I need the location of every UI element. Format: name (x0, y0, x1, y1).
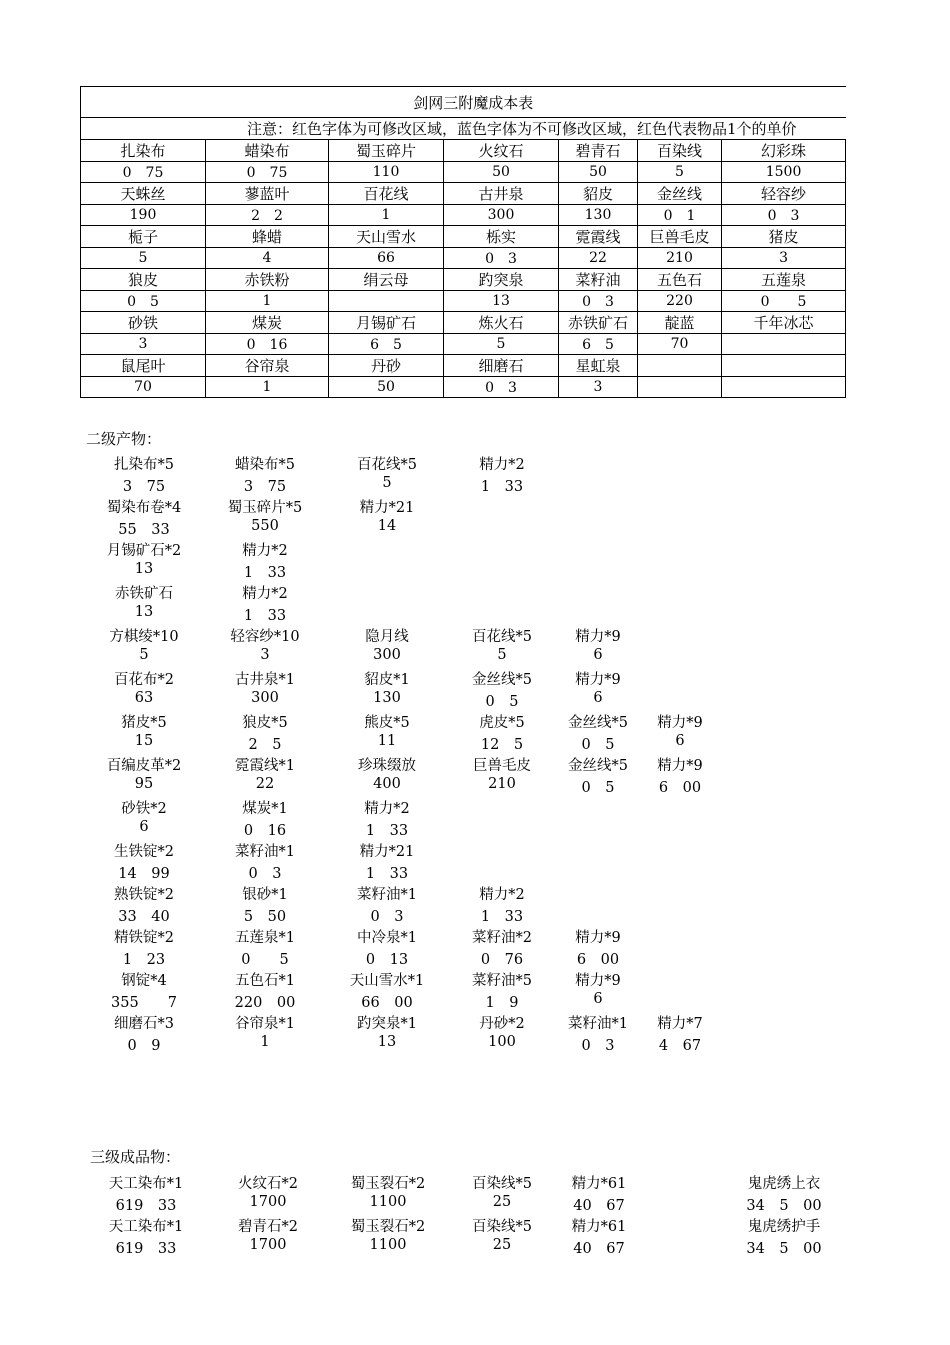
material-price-cell[interactable] (722, 377, 846, 398)
material-name-cell[interactable]: 靛蓝 (638, 312, 722, 334)
material-name-cell[interactable]: 轻容纱 (722, 183, 846, 205)
material-price-cell[interactable]: 0 16 (206, 334, 329, 355)
product-item-cost[interactable]: 6 00 (576, 951, 620, 968)
material-name-cell[interactable]: 栎实 (444, 226, 559, 248)
material-price-cell[interactable]: 300 (444, 205, 559, 226)
material-name-cell[interactable]: 月锡矿石 (329, 312, 444, 334)
product-item-cost[interactable]: 400 (373, 775, 401, 792)
product-item-name[interactable]: 天山雪水*1 (349, 973, 425, 989)
product-item-cost[interactable]: 5 (497, 646, 507, 663)
product-item-cost[interactable]: 1 33 (480, 908, 524, 925)
product-item-cost[interactable]: 6 (593, 646, 603, 663)
product-item-name[interactable]: 精力*61 (571, 1176, 627, 1192)
product-item-cost[interactable]: 6 (593, 689, 603, 706)
product-item-cost[interactable]: 6 (675, 732, 685, 749)
material-price-cell[interactable]: 3 (559, 377, 638, 398)
product-item-cost[interactable]: 1 (260, 1033, 270, 1050)
material-price-cell[interactable]: 220 (638, 291, 722, 312)
product-item-name[interactable]: 火纹石*2 (238, 1176, 298, 1192)
product-item-name[interactable]: 菜籽油*2 (472, 930, 532, 946)
product-item-cost-row (0, 948, 950, 969)
material-name-cell[interactable]: 砂铁 (81, 312, 206, 334)
product-item-cost[interactable]: 220 00 (234, 994, 296, 1011)
product-item-name-row (0, 625, 950, 646)
product-item-name[interactable]: 百花布*2 (114, 672, 174, 688)
product-item-name[interactable]: 钢锭*4 (121, 973, 167, 989)
product-item-name-row (0, 711, 950, 732)
product-item-cost[interactable]: 0 16 (243, 822, 287, 839)
product-item-cost-row (0, 905, 950, 926)
material-price-cell[interactable]: 2 2 (206, 205, 329, 226)
material-price-cell[interactable]: 22 (559, 248, 638, 269)
product-item-name[interactable]: 珍珠缀放 (358, 758, 416, 774)
material-name-cell[interactable]: 赤铁粉 (206, 269, 329, 291)
product-item-name[interactable]: 菜籽油*1 (568, 1016, 628, 1032)
material-price-cell[interactable]: 0 5 (81, 291, 206, 312)
product-item-name[interactable]: 银砂*1 (242, 887, 288, 903)
material-name-cell[interactable]: 蜀玉碎片 (329, 140, 444, 162)
product-item-cost[interactable]: 5 (382, 474, 392, 491)
product-item-cost[interactable]: 0 5 (485, 693, 519, 710)
material-name-row (81, 140, 846, 162)
product-item-cost[interactable]: 0 3 (248, 865, 282, 882)
product-item-cost[interactable]: 63 (134, 689, 154, 706)
product-item-cost[interactable]: 355 7 (111, 994, 177, 1011)
product-item-cost[interactable]: 1700 (249, 1236, 287, 1253)
material-price-cell[interactable]: 70 (81, 377, 206, 398)
product-item-cost[interactable]: 1 33 (480, 478, 524, 495)
product-item-name[interactable]: 精力*7 (657, 1016, 703, 1032)
product-item-cost[interactable]: 25 (492, 1236, 512, 1253)
material-price-cell[interactable]: 0 3 (444, 248, 559, 269)
product-item-cost[interactable]: 1 33 (365, 822, 409, 839)
product-item-name[interactable]: 菜籽油*5 (472, 973, 532, 989)
material-name-cell[interactable]: 菜籽油 (559, 269, 638, 291)
product-item-cost[interactable]: 5 (139, 646, 149, 663)
product-item-cost[interactable]: 14 (377, 517, 397, 534)
product-item-name-row (0, 582, 950, 603)
product-item-cost[interactable]: 34 5 00 (746, 1240, 822, 1257)
material-name-cell[interactable]: 古井泉 (444, 183, 559, 205)
product-item-cost-row (0, 991, 950, 1012)
material-name-cell[interactable]: 蜂蜡 (206, 226, 329, 248)
product-item-cost[interactable]: 1 9 (485, 994, 519, 1011)
material-name-cell[interactable]: 蓼蓝叶 (206, 183, 329, 205)
material-name-cell[interactable]: 百染线 (638, 140, 722, 162)
tertiary-heading: 三级成品物： (90, 1148, 181, 1166)
material-price-cell[interactable]: 66 (329, 248, 444, 269)
product-item-cost[interactable]: 3 75 (243, 478, 287, 495)
product-item-cost-row (0, 776, 950, 797)
material-price-cell[interactable]: 50 (444, 162, 559, 183)
product-item-cost[interactable]: 1 33 (365, 865, 409, 882)
product-item-name[interactable]: 蜀玉碎片*5 (227, 500, 303, 516)
product-item-cost[interactable]: 0 76 (480, 951, 524, 968)
product-item-name[interactable]: 蜀玉裂石*2 (350, 1176, 426, 1192)
product-item-cost[interactable]: 25 (492, 1193, 512, 1210)
product-item-name-row (0, 668, 950, 689)
product-item-name[interactable]: 蜀玉裂石*2 (350, 1219, 426, 1235)
product-item-name[interactable]: 中冷泉*1 (357, 930, 417, 946)
secondary-heading: 二级产物： (86, 430, 162, 448)
product-item-name[interactable]: 虎皮*5 (479, 715, 525, 731)
product-item-cost[interactable]: 2 5 (248, 736, 282, 753)
product-item-name-row (0, 797, 950, 818)
material-price-cell[interactable]: 4 (206, 248, 329, 269)
material-name-cell[interactable]: 百花线 (329, 183, 444, 205)
product-item-cost[interactable]: 6 00 (658, 779, 702, 796)
product-item-name[interactable]: 精力*21 (359, 844, 415, 860)
product-item-cost[interactable]: 15 (134, 732, 154, 749)
sheet-note: 注意：红色字体为可修改区域，蓝色字体为不可修改区域，红色代表物品1个的单价 (81, 118, 846, 140)
material-price-cell[interactable]: 5 (444, 334, 559, 355)
material-name-cell[interactable]: 扎染布 (81, 140, 206, 162)
material-price-cell[interactable]: 130 (559, 205, 638, 226)
material-name-cell[interactable]: 谷帘泉 (206, 355, 329, 377)
material-price-cell[interactable]: 0 75 (81, 162, 206, 183)
material-price-row (81, 162, 846, 183)
product-item-name[interactable]: 金丝线*5 (568, 715, 628, 731)
material-name-cell[interactable]: 貂皮 (559, 183, 638, 205)
material-name-row (81, 312, 846, 334)
product-item-cost-row (0, 1034, 950, 1055)
product-item-name[interactable]: 五色石*1 (235, 973, 295, 989)
product-item-cost[interactable]: 1 33 (243, 564, 287, 581)
material-name-cell[interactable]: 鼠尾叶 (81, 355, 206, 377)
product-item-cost-row (0, 561, 950, 582)
product-item-name[interactable]: 轻容纱*10 (230, 629, 300, 645)
product-item-name[interactable]: 精力*61 (571, 1219, 627, 1235)
product-item-cost[interactable]: 100 (488, 1033, 516, 1050)
material-price-cell[interactable] (638, 377, 722, 398)
material-name-cell[interactable] (722, 355, 846, 377)
product-item-name[interactable]: 巨兽毛皮 (473, 758, 531, 774)
product-item-cost[interactable]: 13 (134, 603, 154, 620)
material-name-cell[interactable]: 细磨石 (444, 355, 559, 377)
material-price-cell[interactable]: 0 1 (638, 205, 722, 226)
product-item-cost[interactable]: 13 (377, 1033, 397, 1050)
product-item-name[interactable]: 狼皮*5 (242, 715, 288, 731)
product-item-cost[interactable]: 6 (139, 818, 149, 835)
material-name-cell[interactable]: 碧青石 (559, 140, 638, 162)
material-price-cell[interactable]: 0 3 (559, 291, 638, 312)
product-item-name[interactable]: 扎染布*5 (114, 457, 174, 473)
product-item-name-row (0, 453, 950, 474)
product-item-name[interactable]: 熟铁锭*2 (114, 887, 174, 903)
product-item-cost-row (0, 647, 950, 668)
product-item-cost[interactable]: 550 (251, 517, 279, 534)
product-item-name[interactable]: 精力*9 (657, 758, 703, 774)
material-price-cell[interactable]: 0 3 (444, 377, 559, 398)
material-name-cell[interactable]: 蜡染布 (206, 140, 329, 162)
product-item-cost[interactable]: 0 3 (581, 1037, 615, 1054)
product-item-cost[interactable]: 0 13 (365, 951, 409, 968)
product-item-cost[interactable]: 300 (251, 689, 279, 706)
product-item-name[interactable]: 煤炭*1 (242, 801, 288, 817)
material-name-cell[interactable]: 金丝线 (638, 183, 722, 205)
product-item-name[interactable]: 赤铁矿石 (115, 586, 173, 602)
product-item-name[interactable]: 菜籽油*1 (357, 887, 417, 903)
material-name-cell[interactable]: 霓霞线 (559, 226, 638, 248)
product-item-cost-row (0, 819, 950, 840)
product-item-cost[interactable]: 0 9 (127, 1037, 161, 1054)
material-price-cell[interactable]: 1 (206, 377, 329, 398)
material-name-cell[interactable]: 星虹泉 (559, 355, 638, 377)
product-item-name[interactable]: 方棋绫*10 (109, 629, 179, 645)
product-item-cost-row (0, 690, 950, 711)
product-item-name[interactable]: 精力*2 (364, 801, 410, 817)
product-item-cost[interactable]: 1100 (369, 1236, 407, 1253)
material-price-cell[interactable]: 70 (638, 334, 722, 355)
material-name-cell[interactable]: 猪皮 (722, 226, 846, 248)
product-item-cost-row (0, 733, 950, 754)
product-item-name-row (0, 883, 950, 904)
material-price-cell[interactable]: 1 (329, 205, 444, 226)
product-item-name[interactable]: 古井泉*1 (235, 672, 295, 688)
material-price-cell[interactable]: 3 (722, 248, 846, 269)
product-item-name-row (0, 754, 950, 775)
product-item-cost-row (0, 1194, 950, 1215)
product-item-name[interactable]: 精力*2 (242, 586, 288, 602)
product-item-cost[interactable]: 6 (593, 990, 603, 1007)
product-item-cost[interactable]: 40 67 (573, 1240, 625, 1257)
product-item-cost[interactable]: 33 40 (118, 908, 170, 925)
material-price-row (81, 334, 846, 355)
product-item-name-row (0, 1215, 950, 1236)
material-price-cell[interactable]: 6 5 (559, 334, 638, 355)
product-item-name[interactable]: 鬼虎绣护手 (747, 1219, 821, 1235)
material-name-cell[interactable]: 趵突泉 (444, 269, 559, 291)
product-item-name[interactable]: 金丝线*5 (568, 758, 628, 774)
material-price-cell[interactable]: 0 3 (722, 205, 846, 226)
product-item-cost[interactable]: 12 5 (480, 736, 524, 753)
product-item-name[interactable]: 隐月线 (365, 629, 409, 645)
product-item-cost[interactable]: 3 (260, 646, 270, 663)
material-price-cell[interactable]: 0 5 (722, 291, 846, 312)
product-item-name[interactable]: 金丝线*5 (472, 672, 532, 688)
product-item-name[interactable]: 百染线*5 (472, 1219, 532, 1235)
product-item-cost[interactable]: 66 00 (361, 994, 413, 1011)
material-price-row (81, 291, 846, 312)
product-item-name[interactable]: 百花线*5 (472, 629, 532, 645)
material-price-cell[interactable]: 210 (638, 248, 722, 269)
material-name-row (81, 355, 846, 377)
material-price-cell[interactable] (722, 334, 846, 355)
product-item-cost[interactable]: 55 33 (118, 521, 170, 538)
product-item-name-row (0, 840, 950, 861)
product-item-cost[interactable]: 0 3 (370, 908, 404, 925)
product-item-name[interactable]: 霓霞线*1 (235, 758, 295, 774)
product-item-cost[interactable]: 0 5 (241, 951, 289, 968)
product-item-name[interactable]: 猪皮*5 (121, 715, 167, 731)
product-item-cost[interactable]: 95 (134, 775, 154, 792)
product-item-name[interactable]: 月锡矿石*2 (106, 543, 182, 559)
product-item-name-row (0, 1172, 950, 1193)
product-item-name[interactable]: 精力*9 (657, 715, 703, 731)
material-price-row (81, 248, 846, 269)
product-item-cost[interactable]: 130 (373, 689, 401, 706)
product-item-name[interactable]: 精力*9 (575, 629, 621, 645)
product-item-cost[interactable]: 1 33 (243, 607, 287, 624)
product-item-name[interactable]: 鬼虎绣上衣 (747, 1176, 821, 1192)
product-item-name[interactable]: 貂皮*1 (364, 672, 410, 688)
product-item-cost[interactable]: 1 23 (122, 951, 166, 968)
material-price-cell[interactable]: 1500 (722, 162, 846, 183)
product-item-cost[interactable]: 14 99 (118, 865, 170, 882)
material-price-cell[interactable]: 13 (444, 291, 559, 312)
product-item-name-row (0, 496, 950, 517)
product-item-name[interactable]: 精铁锭*2 (114, 930, 174, 946)
product-item-cost[interactable]: 210 (488, 775, 516, 792)
material-name-cell[interactable]: 天山雪水 (329, 226, 444, 248)
product-item-name[interactable]: 精力*2 (479, 457, 525, 473)
product-item-cost[interactable]: 1700 (249, 1193, 287, 1210)
material-price-cell[interactable]: 5 (638, 162, 722, 183)
product-item-name[interactable]: 百编皮革*2 (106, 758, 182, 774)
product-item-name[interactable]: 天工染布*1 (108, 1176, 184, 1192)
material-price-cell[interactable]: 6 5 (329, 334, 444, 355)
product-item-name[interactable]: 熊皮*5 (364, 715, 410, 731)
material-price-cell[interactable] (329, 291, 444, 312)
material-name-cell[interactable]: 丹砂 (329, 355, 444, 377)
product-item-cost-row (0, 1237, 950, 1258)
product-item-name[interactable]: 精力*9 (575, 930, 621, 946)
product-item-name[interactable]: 碧青石*2 (238, 1219, 298, 1235)
product-item-cost[interactable]: 619 33 (115, 1197, 177, 1214)
product-item-name-row (0, 926, 950, 947)
product-item-cost[interactable]: 4 67 (658, 1037, 702, 1054)
product-item-name[interactable]: 菜籽油*1 (235, 844, 295, 860)
material-price-row (81, 377, 846, 398)
material-price-cell[interactable]: 0 75 (206, 162, 329, 183)
material-name-cell[interactable]: 五色石 (638, 269, 722, 291)
material-name-cell[interactable]: 绢云母 (329, 269, 444, 291)
material-price-cell[interactable]: 5 (81, 248, 206, 269)
product-item-cost[interactable]: 0 5 (581, 736, 615, 753)
material-name-cell[interactable]: 巨兽毛皮 (638, 226, 722, 248)
material-name-row (81, 269, 846, 291)
material-cost-table (80, 86, 846, 398)
product-item-name-row (0, 1012, 950, 1033)
material-name-cell[interactable]: 千年冰芯 (722, 312, 846, 334)
material-price-cell[interactable]: 110 (329, 162, 444, 183)
product-item-cost[interactable]: 0 5 (581, 779, 615, 796)
material-price-cell[interactable]: 50 (329, 377, 444, 398)
material-name-cell[interactable]: 狼皮 (81, 269, 206, 291)
product-item-name[interactable]: 天工染布*1 (108, 1219, 184, 1235)
product-item-name[interactable]: 蜡染布*5 (235, 457, 295, 473)
product-item-name[interactable]: 生铁锭*2 (114, 844, 174, 860)
sheet-title: 剑网三附魔成本表 (81, 87, 846, 118)
product-item-name[interactable]: 精力*2 (479, 887, 525, 903)
product-item-cost[interactable]: 13 (134, 560, 154, 577)
product-item-name[interactable]: 趵突泉*1 (357, 1016, 417, 1032)
product-item-name[interactable]: 精力*9 (575, 672, 621, 688)
material-name-cell[interactable]: 炼火石 (444, 312, 559, 334)
material-name-cell[interactable] (638, 355, 722, 377)
product-item-cost-row (0, 862, 950, 883)
product-item-name[interactable]: 精力*21 (359, 500, 415, 516)
material-name-cell[interactable]: 煤炭 (206, 312, 329, 334)
product-item-name[interactable]: 百花线*5 (357, 457, 417, 473)
product-item-cost[interactable]: 34 5 00 (746, 1197, 822, 1214)
product-item-cost[interactable]: 1100 (369, 1193, 407, 1210)
product-item-cost[interactable]: 22 (255, 775, 275, 792)
material-name-cell[interactable]: 五莲泉 (722, 269, 846, 291)
product-item-cost-row (0, 475, 950, 496)
product-item-name-row (0, 969, 950, 990)
product-item-cost-row (0, 518, 950, 539)
product-item-name[interactable]: 谷帘泉*1 (235, 1016, 295, 1032)
product-item-name[interactable]: 精力*9 (575, 973, 621, 989)
product-item-name[interactable]: 百染线*5 (472, 1176, 532, 1192)
material-name-cell[interactable]: 赤铁矿石 (559, 312, 638, 334)
material-price-cell[interactable]: 190 (81, 205, 206, 226)
product-item-cost[interactable]: 300 (373, 646, 401, 663)
material-name-cell[interactable]: 火纹石 (444, 140, 559, 162)
product-item-name[interactable]: 细磨石*3 (114, 1016, 174, 1032)
material-price-cell[interactable]: 3 (81, 334, 206, 355)
material-name-cell[interactable]: 栀子 (81, 226, 206, 248)
material-name-row (81, 183, 846, 205)
product-item-name[interactable]: 丹砂*2 (479, 1016, 525, 1032)
product-item-cost[interactable]: 11 (377, 732, 397, 749)
product-item-name[interactable]: 精力*2 (242, 543, 288, 559)
material-name-cell[interactable]: 天蛛丝 (81, 183, 206, 205)
material-price-row (81, 205, 846, 226)
product-item-cost-row (0, 604, 950, 625)
product-item-name-row (0, 539, 950, 560)
product-item-name[interactable]: 蜀染布卷*4 (106, 500, 182, 516)
material-price-cell[interactable]: 50 (559, 162, 638, 183)
material-price-cell[interactable]: 1 (206, 291, 329, 312)
product-item-cost[interactable]: 40 67 (573, 1197, 625, 1214)
product-item-cost[interactable]: 5 50 (243, 908, 287, 925)
product-item-cost[interactable]: 619 33 (115, 1240, 177, 1257)
product-item-cost[interactable]: 3 75 (122, 478, 166, 495)
material-name-row (81, 226, 846, 248)
product-item-name[interactable]: 五莲泉*1 (235, 930, 295, 946)
material-name-cell[interactable]: 幻彩珠 (722, 140, 846, 162)
product-item-name[interactable]: 砂铁*2 (121, 801, 167, 817)
